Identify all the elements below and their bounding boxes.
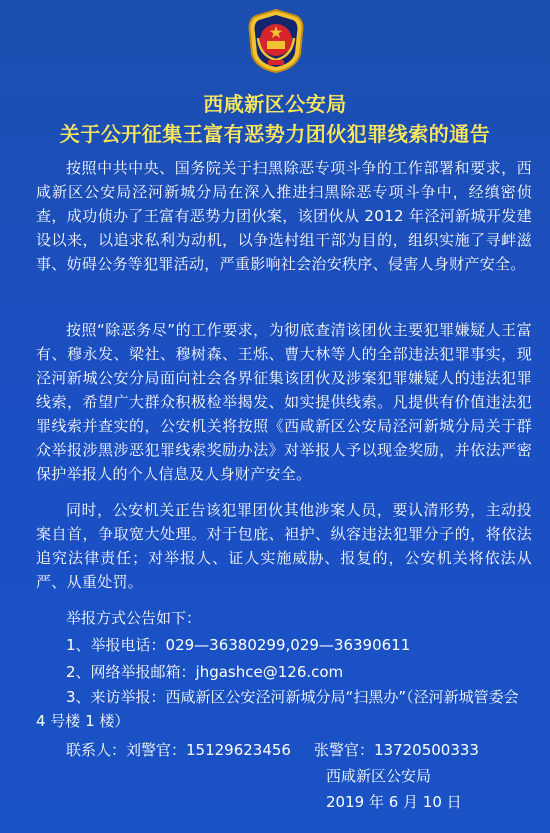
contact-email: 2、网络举报邮箱：jhgashce@126.com bbox=[66, 663, 344, 681]
paragraph-3: 同时，公安机关正告该犯罪团伙其他涉案人员，要认清形势，主动投案自首，争取宽大处理。对于包庇、袒护、纵容违法犯罪分子的，将依法追究法律责任；对举报人、证人实施威胁、报复的，公安机关将依法从严、从重处罚。 bbox=[36, 501, 532, 591]
title-line-1: 西咸新区公安局 bbox=[203, 92, 347, 116]
title-line-2: 关于公开征集王富有恶势力团伙犯罪线索的通告 bbox=[59, 122, 491, 146]
contact-phone: 1、举报电话：029—36380299,029—36390611 bbox=[66, 636, 411, 654]
issuer-name: 西咸新区公安局 bbox=[326, 767, 432, 785]
contact-visit: 3、来访举报：西咸新区公安泾河新城分局“扫黑办”（泾河新城管委会 4 号楼 1 楼） bbox=[36, 688, 519, 730]
police-emblem-icon bbox=[246, 8, 306, 74]
paragraph-1: 按照中共中央、国务院关于扫黑除恶专项斗争的工作部署和要求，西咸新区公安局泾河新城分局在深入推进扫黑除恶专项斗争中，经缜密侦查，成功侦办了王富有恶势力团伙案，该团伙从 2012 年泾河新城开发建设以来，以追求私利为动机，以争选村组干部为目的，组织实施了寻衅滋事、妨碍公务等犯罪活动，严重影响社会治安秩序、侵害人身财产安全。 bbox=[36, 159, 532, 273]
contact-people bbox=[36, 738, 532, 762]
contact-person-1: 联系人：刘警官：15129623456 bbox=[66, 741, 291, 759]
issue-date: 2019 年 6 月 10 日 bbox=[326, 793, 462, 811]
paragraph-2: 按照“除恶务尽”的工作要求，为彻底查清该团伙主要犯罪嫌疑人王富有、穆永发、梁社、穆树森、王烁、曹大林等人的全部违法犯罪事实，现泾河新城公安分局面向社会各界征集该团伙及涉案犯罪嫌疑人的违法犯罪线索，希望广大群众积极检举揭发、如实提供线索。凡提供有价值违法犯罪线索并查实的，公安机关将按照《西咸新区公安局泾河新城分局关于群众举报涉黑涉恶犯罪线索奖励办法》对举报人予以现金奖励，并依法严密保护举报人的个人信息及人身财产安全。 bbox=[36, 321, 532, 483]
contact-person-2: 张警官：13720500333 bbox=[314, 741, 479, 759]
contact-heading: 举报方式公告如下： bbox=[66, 609, 202, 627]
